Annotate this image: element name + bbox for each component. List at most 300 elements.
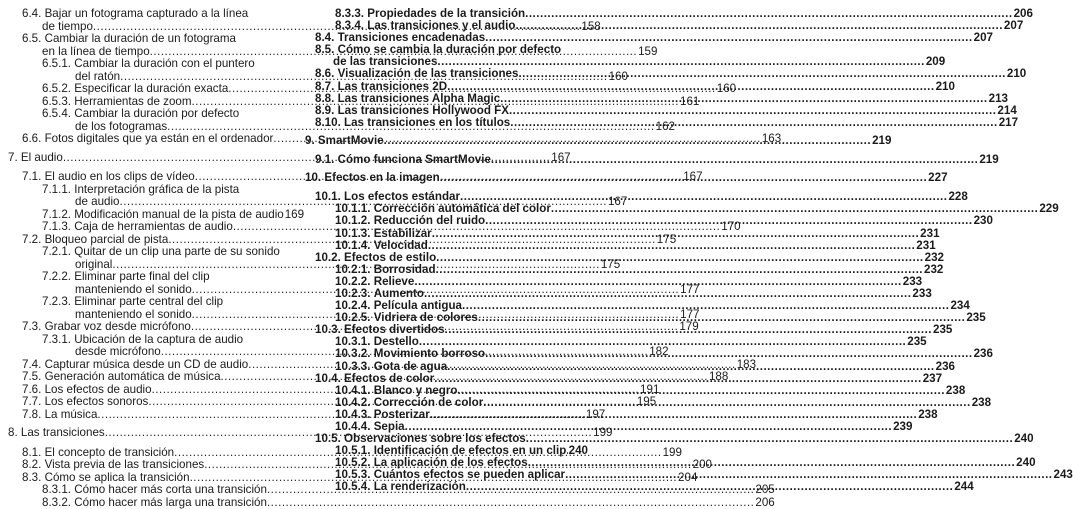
toc-entry (0, 497, 296, 509)
toc-title: Fotos digitales que ya están en el ordenador (45, 133, 274, 146)
toc-number: 7.1.3. (42, 221, 71, 234)
toc-line (0, 83, 296, 96)
leader-dots (432, 228, 919, 240)
toc-title: Relieve (374, 276, 415, 288)
toc-entry (0, 321, 296, 334)
toc-title: Caja de herramientas de audio (74, 221, 233, 234)
toc-page-number: 230 (973, 215, 993, 227)
toc-page-number: 177 (679, 284, 699, 297)
toc-title: El concepto de transición (45, 447, 175, 460)
toc-number: 10.1.4. (335, 240, 370, 252)
toc-title: Grabar voz desde micrófono (45, 321, 191, 334)
toc-number: 10. (305, 172, 321, 184)
toc-title: Eliminar parte central del clip (74, 296, 223, 309)
toc-title: Los efectos sonoros (45, 396, 149, 409)
toc-page-number: 167 (550, 152, 570, 165)
toc-title-continued: de tiempo (42, 21, 93, 34)
leader-dots (436, 252, 923, 264)
toc-page-number: 206 (1013, 8, 1033, 20)
toc-number: 10.4.1. (335, 385, 370, 397)
toc-title: Bloqueo parcial de pista (45, 234, 169, 247)
toc-number: 8.8. (315, 93, 334, 105)
toc-title: Velocidad (374, 240, 428, 252)
toc-page-number: 170 (720, 221, 740, 234)
leader-dots (267, 497, 754, 509)
toc-page-number: 179 (678, 321, 698, 334)
toc-title: Las transiciones 2D (338, 81, 448, 93)
toc-number: 10.1.1. (335, 203, 370, 215)
toc-line (0, 152, 296, 165)
toc-line (300, 68, 588, 80)
toc-line (300, 385, 588, 397)
toc-title: Herramientas de zoom (74, 96, 191, 109)
toc-page-number: 232 (923, 264, 943, 276)
toc-entry (0, 459, 296, 472)
toc-column-right (300, 8, 588, 494)
toc-page-number: 237 (922, 373, 942, 385)
toc-line (0, 171, 296, 184)
toc-number: 10.2.4. (335, 300, 370, 312)
toc-title: Cambiar la duración de un fotograma (45, 33, 236, 46)
toc-title: Las transiciones Alpha Magic (338, 93, 501, 105)
toc-page-number: 238 (971, 397, 991, 409)
toc-title: Cómo hacer más larga una transición (74, 497, 267, 509)
toc-number: 10.4.4. (335, 421, 370, 433)
toc-number: 7.6. (22, 384, 41, 397)
toc-title: Generación automática de música (45, 371, 221, 384)
toc-title: Modificación manual de la pista de audio (74, 209, 283, 222)
toc-page-number: 236 (973, 348, 993, 360)
toc-number: 7. (8, 152, 18, 165)
toc-chapter (0, 152, 296, 165)
toc-page-number: 197 (585, 409, 605, 422)
toc-page-number: 162 (655, 121, 675, 134)
toc-page-number: 214 (996, 105, 1016, 117)
toc-page-number: 207 (973, 32, 993, 44)
toc-number: 10.5. (315, 433, 341, 445)
toc-title: Cuántos efectos se pueden aplicar (374, 469, 565, 481)
toc-page-number: 158 (580, 21, 600, 34)
toc-number: 6.5.1. (42, 58, 71, 71)
toc-entry (300, 81, 588, 93)
toc-entry (300, 373, 588, 385)
toc-number: 6.5.2. (42, 83, 71, 96)
toc-page-number: 239 (892, 421, 912, 433)
toc-title: La música (45, 409, 98, 422)
toc-number: 10.1. (315, 191, 341, 203)
toc-entry (0, 171, 296, 184)
toc-entry (300, 68, 588, 80)
toc-page-number: 195 (636, 396, 656, 409)
toc-title: Cambiar la duración con el puntero (74, 58, 254, 71)
toc-number: 10.1.2. (335, 215, 370, 227)
toc-line (0, 271, 296, 284)
toc-line (0, 58, 296, 71)
toc-column-left (0, 8, 296, 509)
toc-number: 8.1. (22, 447, 41, 460)
toc-page-number: 206 (754, 497, 774, 509)
toc-title: Ubicación de la captura de audio (74, 334, 243, 347)
toc-title: Las transiciones y el audio (367, 20, 515, 32)
toc-number: 8.3.2. (42, 497, 71, 509)
toc-number: 10.3.2. (335, 348, 370, 360)
toc-page-number: 228 (947, 191, 967, 203)
toc-page-number: 243 (1053, 469, 1073, 481)
toc-number: 10.2.5. (335, 312, 370, 324)
toc-number: 9.1. (315, 154, 334, 166)
toc-title: Blanco y negro (374, 385, 458, 397)
toc-line (0, 497, 296, 509)
toc-number: 10.3.3. (335, 361, 370, 373)
toc-entry (300, 252, 588, 264)
toc-page-number: 204 (677, 472, 697, 485)
toc-title: El audio en los clips de vídeo (45, 171, 195, 184)
toc-line (0, 371, 296, 384)
toc-number: 7.3. (22, 321, 41, 334)
toc-page-number: 244 (953, 481, 973, 493)
toc-page-number: 235 (965, 312, 985, 324)
toc-page-number: 175 (656, 234, 676, 247)
toc-chapter (300, 172, 588, 184)
toc-line (0, 409, 296, 422)
toc-page-number: 209 (925, 56, 945, 68)
toc-number: 7.5. (22, 371, 41, 384)
toc-line (300, 93, 588, 105)
toc-title-continued: de los fotogramas (75, 121, 167, 134)
toc-line (0, 396, 296, 409)
toc-number: 7.1.1. (42, 184, 71, 197)
toc-line (300, 481, 588, 493)
toc-line (300, 135, 588, 147)
toc-chapter (0, 427, 296, 440)
toc-title: Capturar música desde un CD de audio (45, 359, 249, 372)
toc-number: 10.5.1. (335, 445, 370, 457)
toc-number: 10.3.1. (335, 336, 370, 348)
leader-dots (518, 68, 1005, 80)
toc-title: Borrosidad (374, 264, 436, 276)
toc-title: Propiedades de la transición (367, 8, 525, 20)
toc-number: 8.7. (315, 81, 334, 93)
toc-line (300, 81, 588, 93)
toc-page-number: 233 (911, 288, 931, 300)
leader-dots (440, 172, 927, 184)
leader-dots (466, 481, 953, 493)
toc-title: La aplicación de los efectos (374, 457, 528, 469)
toc-number: 8.2. (22, 459, 41, 472)
toc-entry (0, 8, 296, 33)
toc-title: Identificación de efectos en un clip (374, 445, 567, 457)
toc-number: 8.3. (22, 472, 41, 485)
toc-line (0, 196, 296, 209)
toc-title: Los efectos de audio (45, 384, 152, 397)
toc-title: Película antigua (374, 300, 462, 312)
toc-number: 10.5.4. (335, 481, 370, 493)
toc-number: 8.9. (315, 105, 334, 117)
toc-page-number: 175 (600, 259, 620, 272)
toc-title: Especificar la duración exacta (74, 83, 228, 96)
toc-number: 10.2.1. (335, 264, 370, 276)
toc-number: 6.6. (22, 133, 41, 146)
leader-dots (428, 240, 915, 252)
toc-line (0, 221, 296, 234)
toc-title: Estabilizar (374, 228, 432, 240)
toc-page-number: 177 (679, 309, 699, 322)
toc-line (0, 133, 296, 146)
toc-number: 7.3.1. (42, 334, 71, 347)
toc-title: Efectos divertidos (344, 324, 445, 336)
toc-line (0, 108, 296, 121)
toc-entry (300, 215, 588, 227)
toc-page-number: 229 (1038, 203, 1058, 215)
toc-title: Cómo funciona SmartMovie (338, 154, 491, 166)
toc-line (0, 484, 296, 497)
toc-page-number: 161 (679, 96, 699, 109)
toc-number: 10.2. (315, 252, 341, 264)
toc-title: Cómo hacer más corta una transición (74, 484, 267, 497)
toc-line (300, 252, 588, 264)
toc-entry (300, 385, 588, 397)
toc-title: Los efectos estándar (344, 191, 460, 203)
toc-page-number: 213 (988, 93, 1008, 105)
toc-title: Cambiar la duración por defecto (74, 108, 239, 121)
toc-page-number: 160 (716, 83, 736, 96)
toc-entry (0, 246, 296, 271)
toc-page-number: 238 (945, 385, 965, 397)
toc-page-number: 240 (1015, 457, 1035, 469)
toc-number: 8. (8, 427, 18, 440)
toc-page-number: 219 (871, 135, 891, 147)
toc-title: Reducción del ruido (374, 215, 485, 227)
toc-entry (0, 334, 296, 359)
toc-line (300, 154, 588, 166)
toc-title: Transiciones encadenadas (338, 32, 486, 44)
toc-chapter (300, 135, 588, 147)
toc-number: 10.2.2. (335, 276, 370, 288)
toc-title: Interpretación gráfica de la pista (74, 184, 239, 197)
toc-number: 10.4.2. (335, 397, 370, 409)
toc-number: 7.4. (22, 359, 41, 372)
toc-number: 10.5.2. (335, 457, 370, 469)
toc-title: Efectos de color (344, 373, 434, 385)
toc-title-continued: de audio (75, 196, 119, 209)
leader-dots (510, 117, 997, 129)
toc-line (300, 373, 588, 385)
toc-line (0, 346, 296, 359)
toc-number: 7.2.1. (42, 246, 71, 259)
toc-page-number: 163 (761, 133, 781, 146)
toc-line (0, 459, 296, 472)
toc-entry (0, 484, 296, 497)
toc-number: 9. (305, 135, 315, 147)
toc-page-number: 233 (902, 276, 922, 288)
toc-title: Movimiento borroso (374, 348, 485, 360)
toc-title: Posterizar (374, 409, 430, 421)
leader-dots (447, 81, 934, 93)
toc-number: 8.3.3. (335, 8, 364, 20)
toc-line (300, 215, 588, 227)
toc-entry (300, 348, 588, 360)
toc-page-number: 240 (568, 445, 588, 457)
toc-line (0, 296, 296, 309)
toc-line (0, 33, 296, 46)
toc-title: Cómo se cambia la duración por defecto (338, 44, 562, 56)
toc-number: 10.5.3. (335, 469, 370, 481)
toc-number: 6.4. (22, 8, 41, 21)
toc-title: Destello (374, 336, 419, 348)
toc-entry (0, 296, 296, 321)
toc-entry (0, 58, 296, 83)
toc-title: Gota de agua (374, 361, 447, 373)
toc-title: Observaciones sobre los efectos (344, 433, 526, 445)
toc-entry (300, 93, 588, 105)
toc-page-number: 217 (998, 117, 1018, 129)
toc-title-continued: en la línea de tiempo (42, 46, 150, 59)
toc-number: 6.5.3. (42, 96, 71, 109)
toc-number: 7.8. (22, 409, 41, 422)
toc-entry (0, 271, 296, 296)
toc-page-number: 210 (1006, 68, 1026, 80)
toc-number: 6.5.4. (42, 108, 71, 121)
toc-number: 8.5. (315, 44, 334, 56)
toc-page-number: 159 (637, 46, 657, 59)
toc-title-continued: manteniendo el sonido (75, 309, 192, 322)
toc-title-continued: original (75, 259, 112, 272)
toc-page-number: 227 (927, 172, 947, 184)
toc-title-continued: manteniendo el sonido (75, 284, 192, 297)
toc-page-number: 207 (1003, 20, 1023, 32)
toc-page-number: 199 (592, 427, 612, 440)
toc-line (300, 240, 588, 252)
toc-number: 8.10. (315, 117, 341, 129)
toc-title-continued: del ratón (75, 71, 120, 84)
toc-page-number: 240 (1013, 433, 1033, 445)
toc-line (0, 321, 296, 334)
toc-title: Efectos de estilo (344, 252, 436, 264)
toc-number: 8.3.4. (335, 20, 364, 32)
toc-line (300, 228, 588, 240)
leader-dots (485, 348, 972, 360)
toc-page-number: 182 (648, 346, 668, 359)
toc-number: 7.2.3. (42, 296, 71, 309)
toc-page-number: 160 (608, 71, 628, 84)
toc-entry (0, 371, 296, 384)
toc-number: 8.3.1. (42, 484, 71, 497)
toc-number: 7.1. (22, 171, 41, 184)
toc-number: 10.2.3. (335, 288, 370, 300)
toc-entry (0, 409, 296, 422)
toc-page-number: 236 (935, 361, 955, 373)
toc-title: Las transiciones en los títulos (344, 117, 510, 129)
toc-title: Sepia (374, 421, 405, 433)
leader-dots (526, 433, 1013, 445)
toc-entry (300, 240, 588, 252)
toc-number: 10.4.3. (335, 409, 370, 421)
toc-title: La renderización (374, 481, 466, 493)
toc-title: Corrección automática del color (374, 203, 551, 215)
toc-page-number: 210 (935, 81, 955, 93)
toc-page-number: 183 (736, 359, 756, 372)
toc-page-number: 232 (924, 252, 944, 264)
leader-dots (447, 361, 934, 373)
toc-page-number: 205 (754, 484, 774, 497)
toc-entry (0, 396, 296, 409)
toc-page-number: 167 (682, 171, 702, 184)
toc-title: Las transiciones (21, 427, 105, 440)
toc-page-number: 167 (607, 196, 627, 209)
toc-title: SmartMovie (318, 135, 384, 147)
leader-dots (491, 154, 978, 166)
toc-title: Vista previa de las transiciones (45, 459, 205, 472)
toc-page-number: 199 (662, 447, 682, 460)
toc-title: Cómo se aplica la transición (45, 472, 190, 485)
toc-line (300, 361, 588, 373)
toc-page-number: 200 (692, 459, 712, 472)
toc-entry (0, 133, 296, 146)
toc-title: Las transiciones Hollywood FX (338, 105, 509, 117)
leader-dots (500, 93, 987, 105)
toc-page-number: 231 (919, 228, 939, 240)
toc-number: 7.7. (22, 396, 41, 409)
toc-line (0, 8, 296, 21)
toc-title: El audio (21, 152, 63, 165)
toc-number: 8.4. (315, 32, 334, 44)
toc-number: 6.5. (22, 33, 41, 46)
toc-entry (0, 184, 296, 209)
toc-number: 7.2.2. (42, 271, 71, 284)
toc-page-number: 191 (639, 384, 659, 397)
toc-entry (300, 44, 588, 68)
toc-title: Quitar de un clip una parte de su sonido (74, 246, 280, 259)
toc-title-continued: de las transiciones (333, 56, 437, 68)
toc-title-continued: desde micrófono (75, 346, 161, 359)
toc-page-number: 219 (978, 154, 998, 166)
toc-page-number: 231 (915, 240, 935, 252)
leader-dots (485, 215, 972, 227)
toc-page-number: 169 (284, 209, 304, 222)
toc-title: Efectos en la imagen (324, 172, 439, 184)
toc-title: Corrección de color (374, 397, 484, 409)
toc-number: 7.2. (22, 234, 41, 247)
toc-number: 7.1.2. (42, 209, 71, 222)
toc-entry (300, 228, 588, 240)
toc-entry (0, 83, 296, 96)
toc-line (0, 427, 296, 440)
toc-entry (0, 108, 296, 133)
toc-entry (0, 33, 296, 58)
toc-title: Bajar un fotograma capturado a la línea (45, 8, 249, 21)
toc-title: Vidriera de colores (374, 312, 478, 324)
toc-page-number: 235 (932, 324, 952, 336)
toc-page-number: 238 (917, 409, 937, 421)
leader-dots (434, 373, 921, 385)
toc-entry (300, 481, 588, 493)
toc-page-number: 188 (708, 371, 728, 384)
toc-number: 8.6. (315, 68, 334, 80)
leader-dots (457, 385, 944, 397)
toc-number: 10.4. (315, 373, 341, 385)
toc-number: 10.1.3. (335, 228, 370, 240)
toc-entry (300, 154, 588, 166)
toc-line (300, 117, 588, 129)
toc-line (300, 172, 588, 184)
toc-page-number: 234 (949, 300, 969, 312)
toc-title: Aumento (374, 288, 424, 300)
leader-dots (384, 135, 871, 147)
toc-entry (0, 221, 296, 234)
toc-title: Visualización de las transiciones (338, 68, 519, 80)
toc-entry (300, 117, 588, 129)
toc-page-number: 235 (906, 336, 926, 348)
